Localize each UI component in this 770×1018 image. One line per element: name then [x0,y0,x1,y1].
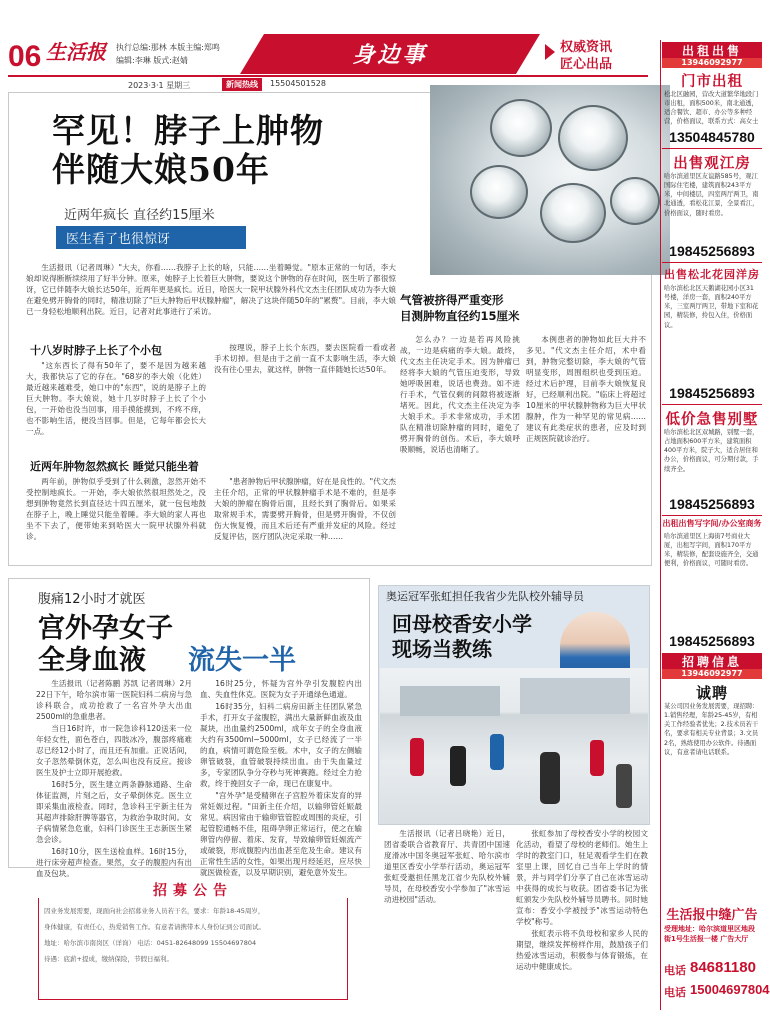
main-paragraph-2: 按理说，脖子上长个东西，要去医院看一看或者手术切掉。但是由于之前一直不太影响生活，李大娘没有往心里去，就这样，肿物一直伴随她长达50年。 [214,343,396,374]
main-subhead-2: 近两年肿物忽然疯长 睡觉只能坐着 [30,460,199,473]
hotline-label: 新闻热线 [222,78,262,91]
ad1-phone: 13504845780 [669,129,755,145]
newspaper-brand: 生活报 [46,40,106,64]
tel1: 84681180 [690,959,756,976]
main-headline-line-1: 罕见！脖子上肿物 [52,111,324,150]
third-headline-line-1: 回母校香安小学 [392,612,532,636]
ad5-text: 哈尔滨道里区上海街7号商业大厦，出租写字间，面积170平方米，精装修，配套设施齐全，交通便利，价格面议，可随时看房。 [664,533,759,568]
surgical-lamp-photo [430,85,670,275]
third-paragraph-3: 张虹表示将不负母校和家乡人民的期望，继续发挥榜样作用，鼓励孩子们热爱冰雪运动，积极参与体育锻炼，在运动中健康成长。 [516,929,648,971]
second-headline-line-2b: 流失一半 [188,645,296,676]
ad1-rule [662,148,762,149]
main-col-6 [526,334,646,560]
ad4-phone: 19845256893 [669,496,755,512]
ad4-text: 哈尔滨松北区双城路，别墅一套，占地面积600平方米，建筑面积400平方米，院子大，适合居住和办公，价格面议，可分期付款，手续齐全。 [664,429,759,473]
main-col-4 [214,476,396,560]
main-headline [52,112,324,190]
second-paragraph-2: 当日16时许，市一院急诊科120送来一位年轻女性，面色苍白，四肢冰冷，腹部疼痛难忍已经12小时了，而且还有加重。正说话间，女子忽然晕倒休克，怎么叫也没有反应。接诊医生及护士立即开展抢救。 [36,724,192,777]
main-paragraph-1: "这东西长了得有50年了，要不是因为越来越大，我都快忘了它的存在。"68岁的李大娘（化姓）最近越来越难受，她口中的"东西"，说的是脖子上的巨大肿物。李大娘说，她十几岁时脖子上长了个小包，一开始也没当回事，用手摸能摸到，不疼不痒，也不影响生活，便没当回事。但是，它每年都会长大一点。 [26,361,206,436]
ad3-text: 哈尔滨松北区天鹅湖花园小区31号楼，洋房一套，面积240平方米，三室两厅两卫，带地下室和花园，精装修，拎包入住，价格面议。 [664,285,759,329]
second-paragraph-4: 16时10分，医生送检血样。16时15分，进行床旁超声检查。果然，女子的腹腔内有出血及包块。 [36,847,192,878]
second-paragraph-7: "宫外孕"是受精卵在子宫腔外着床发育的异常妊娠过程。"田新主任介绍，以输卵管妊娠最常见。病因常由于输卵管管腔或周围的炎症，引起管腔通畅不佳，阻碍孕卵正常运行，使之在输卵管内停留、着床、发育，导致输卵管妊娠流产或破裂，形成腹腔内出血甚至危及生命。建议有正常性生活的女性，如果出现月经延迟，应尽快就医做检查，以及早期识别，避免意外发生。 [200,791,362,877]
recruit-text: 某公司因业务发展需要，现招聘：1.销售经理，年龄25-45岁，有相关工作经验者优先；2.技术员若干名，要求有相关专业背景；3.文员2名，熟练使用办公软件。待遇面议，有意者请电话联系。 [664,703,759,756]
header-rule [8,75,648,77]
main-headline-line-2: 伴随大娘50年 [52,149,270,189]
third-kicker: 奥运冠军张虹担任我省少先队校外辅导员 [386,590,584,603]
ad2-text: 哈尔滨道里区友谊路585号，观江国际住宅楼，建筑面积243平方米，中间楼层，四室两厅两卫，南北通透，看松花江景，全景看江，价格面议，随时看房。 [664,173,759,217]
main-col-1 [26,360,206,450]
tel2-label: 电话 [664,986,686,999]
second-headline-line-1: 宫外孕女子 [38,613,173,644]
ad-title: 招募公告 [38,880,348,898]
recruit-title: 诚聘 [695,684,728,702]
third-paragraph-1: 生活报讯（记者吕晓艳）近日，团省委联合省教育厅、共青团中国速度滑冰中国冬奥冠军张虹、哈尔滨市道里区香安小学举行活动，奥运冠军张虹受邀担任黑龙江省少先队校外辅导员，在母校香安小学参加了"冰雪运动进校园"活动。 [384,829,510,904]
ice-rink-photo [380,668,648,824]
main-paragraph-4: "患者肿物后甲状腺肿瘤，好在是良性的。"代文杰主任介绍，正常的甲状腺肿瘤手术是不难的，但是李大娘的肿瘤在胸骨后面，且经长到了胸骨后。如果采取常规手术，需要劈开胸骨，但是劈开胸骨，不仅创伤大恢复慢，而且术后还有严重并发症的风险。经过反复评估，医疗团队决定采取一种…… [214,477,396,541]
second-paragraph-1: 生活报讯（记者陈鹏 苏凯 记者周琳）2月22日下午，哈尔滨市第一医院妇科二病房与急诊科联合，成功抢救了一名宫外孕大出血2500ml的急重患者。 [36,679,192,721]
ad3-rule [662,404,762,405]
ad5-title: 出租出售写字间/办公室商务 [662,519,762,528]
second-headline-line-2a: 全身血液 [38,645,146,676]
rent-section-phone: 13946092977 [662,58,762,68]
ad2-title: 出售观江房 [673,156,751,172]
ad1-text: 松北区融园，营改大道繁华地段门市出租，面积500米，南北通透，适合餐饮、超市、办公等多种经营，价格面议，联系方式：高女士 [664,91,759,126]
ad4-title: 低价急售别墅 [665,412,759,428]
ad-line-3: 地址：哈尔滨市南岗区（详询） 电话：0451-82648099 15504697804 [44,939,257,947]
recruit-section-head: 招聘信息 [662,653,762,669]
main-col-5 [400,334,520,560]
ad-line-4: 待遇：底薪+提成，缴纳保险，节假日福利。 [44,955,173,963]
ad5-phone: 19845256893 [669,633,755,649]
third-col-1 [384,828,510,1012]
second-paragraph-6: 16时35分，妇科二病房田新主任团队紧急手术，打开女子盆腹腔，满出大量新鲜血液及血凝块，出血量约2500ml，成年女子的全身血液大约有3500ml~5000ml，女子已经流了一半的血，病情可谓危险至极。术中，女子的左侧输卵管破裂，血管破裂持续出血。由于失血量过多，专家团队争分夺秒与死神赛跑。经过全力抢救，终于挽回女子一命，现已在康复中。 [200,702,362,788]
slogan [560,40,612,74]
life-ad-title: 生活报中缝广告 [666,908,758,923]
second-paragraph-3: 16时5分，医生建立两条静脉通路、生命体征监测，片刻之后，女子晕倒休克。医生立即采集血液检查。同时，急诊科王宇新主任为其超声排除肝脾等器官，为救治争取时间。女子病情紧急危重，妇科门诊医生王志新医生紧急会诊。 [36,780,192,844]
slogan-line-2: 匠心出品 [560,56,613,72]
ad-line-1: 因业务发展需要，现面向社会招募业务人员若干名，要求：年龄18-45周岁， [44,907,265,915]
main-right-subhead [400,292,520,324]
main-right-subhead-1: 气管被挤得严重变形 [400,293,504,307]
ad2-phone: 19845256893 [669,243,755,259]
ad-line-2: 身体健康，有责任心，热爱销售工作。有意者请携带本人身份证到公司面试。 [44,923,265,931]
main-subtitle: 近两年疯长 直径约15厘米 [64,208,215,223]
recruit-section-phone: 13946092977 [662,669,762,679]
ad3-title: 出售松北花园洋房 [664,268,760,281]
ad1-title: 门市出租 [681,74,743,90]
hotline-number: 15504501528 [270,79,326,88]
second-col-2 [200,678,362,877]
page-number: 06 [8,40,42,73]
main-paragraph-3: 两年前，肿物似乎受到了什么刺激，忽然开始不受控制地疯长。一开始，李大娘依然很坦然处之，没想到肿物竟然长到直径达十四五厘米，就一包包地鼓在脖子上，晚上睡觉只能坐着睡。李大娘的家人再也坐不下去了，便带她来到哈医大一院甲状腺外科就诊。 [26,477,206,541]
second-paragraph-5: 16时25分，怀疑为宫外孕引发腹腔内出血、失血性休克。医院为女子开通绿色通道。 [200,679,362,699]
main-paragraph-5: 怎么办？一边是若再风险挑战，一边是病痛的李大娘。最终，代文杰主任决定手术。因为肿瘤已经将李大娘的气管压迫变形，导致她呼吸困难，说话也费劲。如不进行手术，气管仅剩的间隙将被逐渐堵死。因此，代文杰主任决定为李大娘手术。手术非常成功，手术团队在精准切除肿瘤的同时，避免了劈开胸骨的创伤。术后，李大娘呼吸顺畅，说话也清晰了。 [400,335,520,454]
third-paragraph-2: 张虹参加了母校香安小学的校园文化活动，看望了母校的老师们。她生上学时的教室门口，驻足观看学生们在教室里上课，回忆自己当年上学时的情景，并与同学们分享了自己在冰雪运动中获得的成长与收获。团省委书记为张虹颁发少先队校外辅导员聘书。同时她宣布：香安小学被授予"冰雪运动特色学校"称号。 [516,829,648,926]
tel2: 15004697804 [690,982,770,997]
third-col-2 [516,828,648,1012]
ad2-rule [662,262,762,263]
slogan-arrow-icon [545,44,555,60]
issue-date: 2023·3·1 星期三 [128,81,191,90]
main-col-2 [214,342,396,450]
tel1-label: 电话 [664,964,686,977]
main-paragraph-6: 本例患者的肿物如此巨大并不多见。"代文杰主任介绍，术中看到，肿物完整切除，李大娘的气管明显变形，周围组织也受到压迫。经过术后护理，目前李大娘恢复良好，已经顺利出院。"临床上将超过10厘米的甲状腺肿物称为巨大甲状腺肿，作为一种罕见的常见病……建议有此类症状的患者，应及时到正规医院就诊治疗。 [526,335,646,443]
main-subtitle-banner: 医生看了也很惊讶 [56,226,246,249]
main-intro-text: 生活报讯（记者周琳）"大夫，你看……我脖子上长的啥，只能……坐着睡觉。"原本正常的一句话，李大娘却说得断断续续用了好半分钟。原来，她脖子上长着巨大肿物，要说这个肿物的存在时间，医生听了都很惊讶，它已伴随李大娘长达50年，近两年更是疯长。近日，哈医大一院甲状腺外科代文杰主任团队成功为李大娘在避免劈开胸骨的同时，精准切除了"巨大肿物后甲状腺肿瘤"，解决了这块伴随50年的"累赘"。目前，李大娘已一身轻松地顺利出院。近日，记者对此事进行了采访。 [26,263,396,316]
slogan-line-1: 权威资讯 [560,40,613,55]
third-headline-line-2: 现场当教练 [392,637,492,661]
life-ad-address: 受理地址：哈尔滨道里区地段街1号生活报一楼 广告大厅 [664,925,755,944]
ad3-phone: 19845256893 [669,385,755,401]
main-intro [26,262,396,332]
main-right-subhead-2: 目测肿物直径约15厘米 [400,309,520,324]
section-title: 身边事 [352,43,428,68]
editors-line-1: 执行总编:那林 本版主编:郑鸣 [116,43,220,52]
second-col-1 [36,678,192,878]
main-col-3 [26,476,206,560]
main-subhead-1: 十八岁时脖子上长了个小包 [30,344,162,357]
editors-line-2: 编辑:李琳 版式:赵婧 [116,56,188,65]
second-kicker: 腹痛12小时才就医 [38,592,146,607]
rent-section-head: 出租出售 [662,42,762,58]
ad4-rule [662,515,762,516]
